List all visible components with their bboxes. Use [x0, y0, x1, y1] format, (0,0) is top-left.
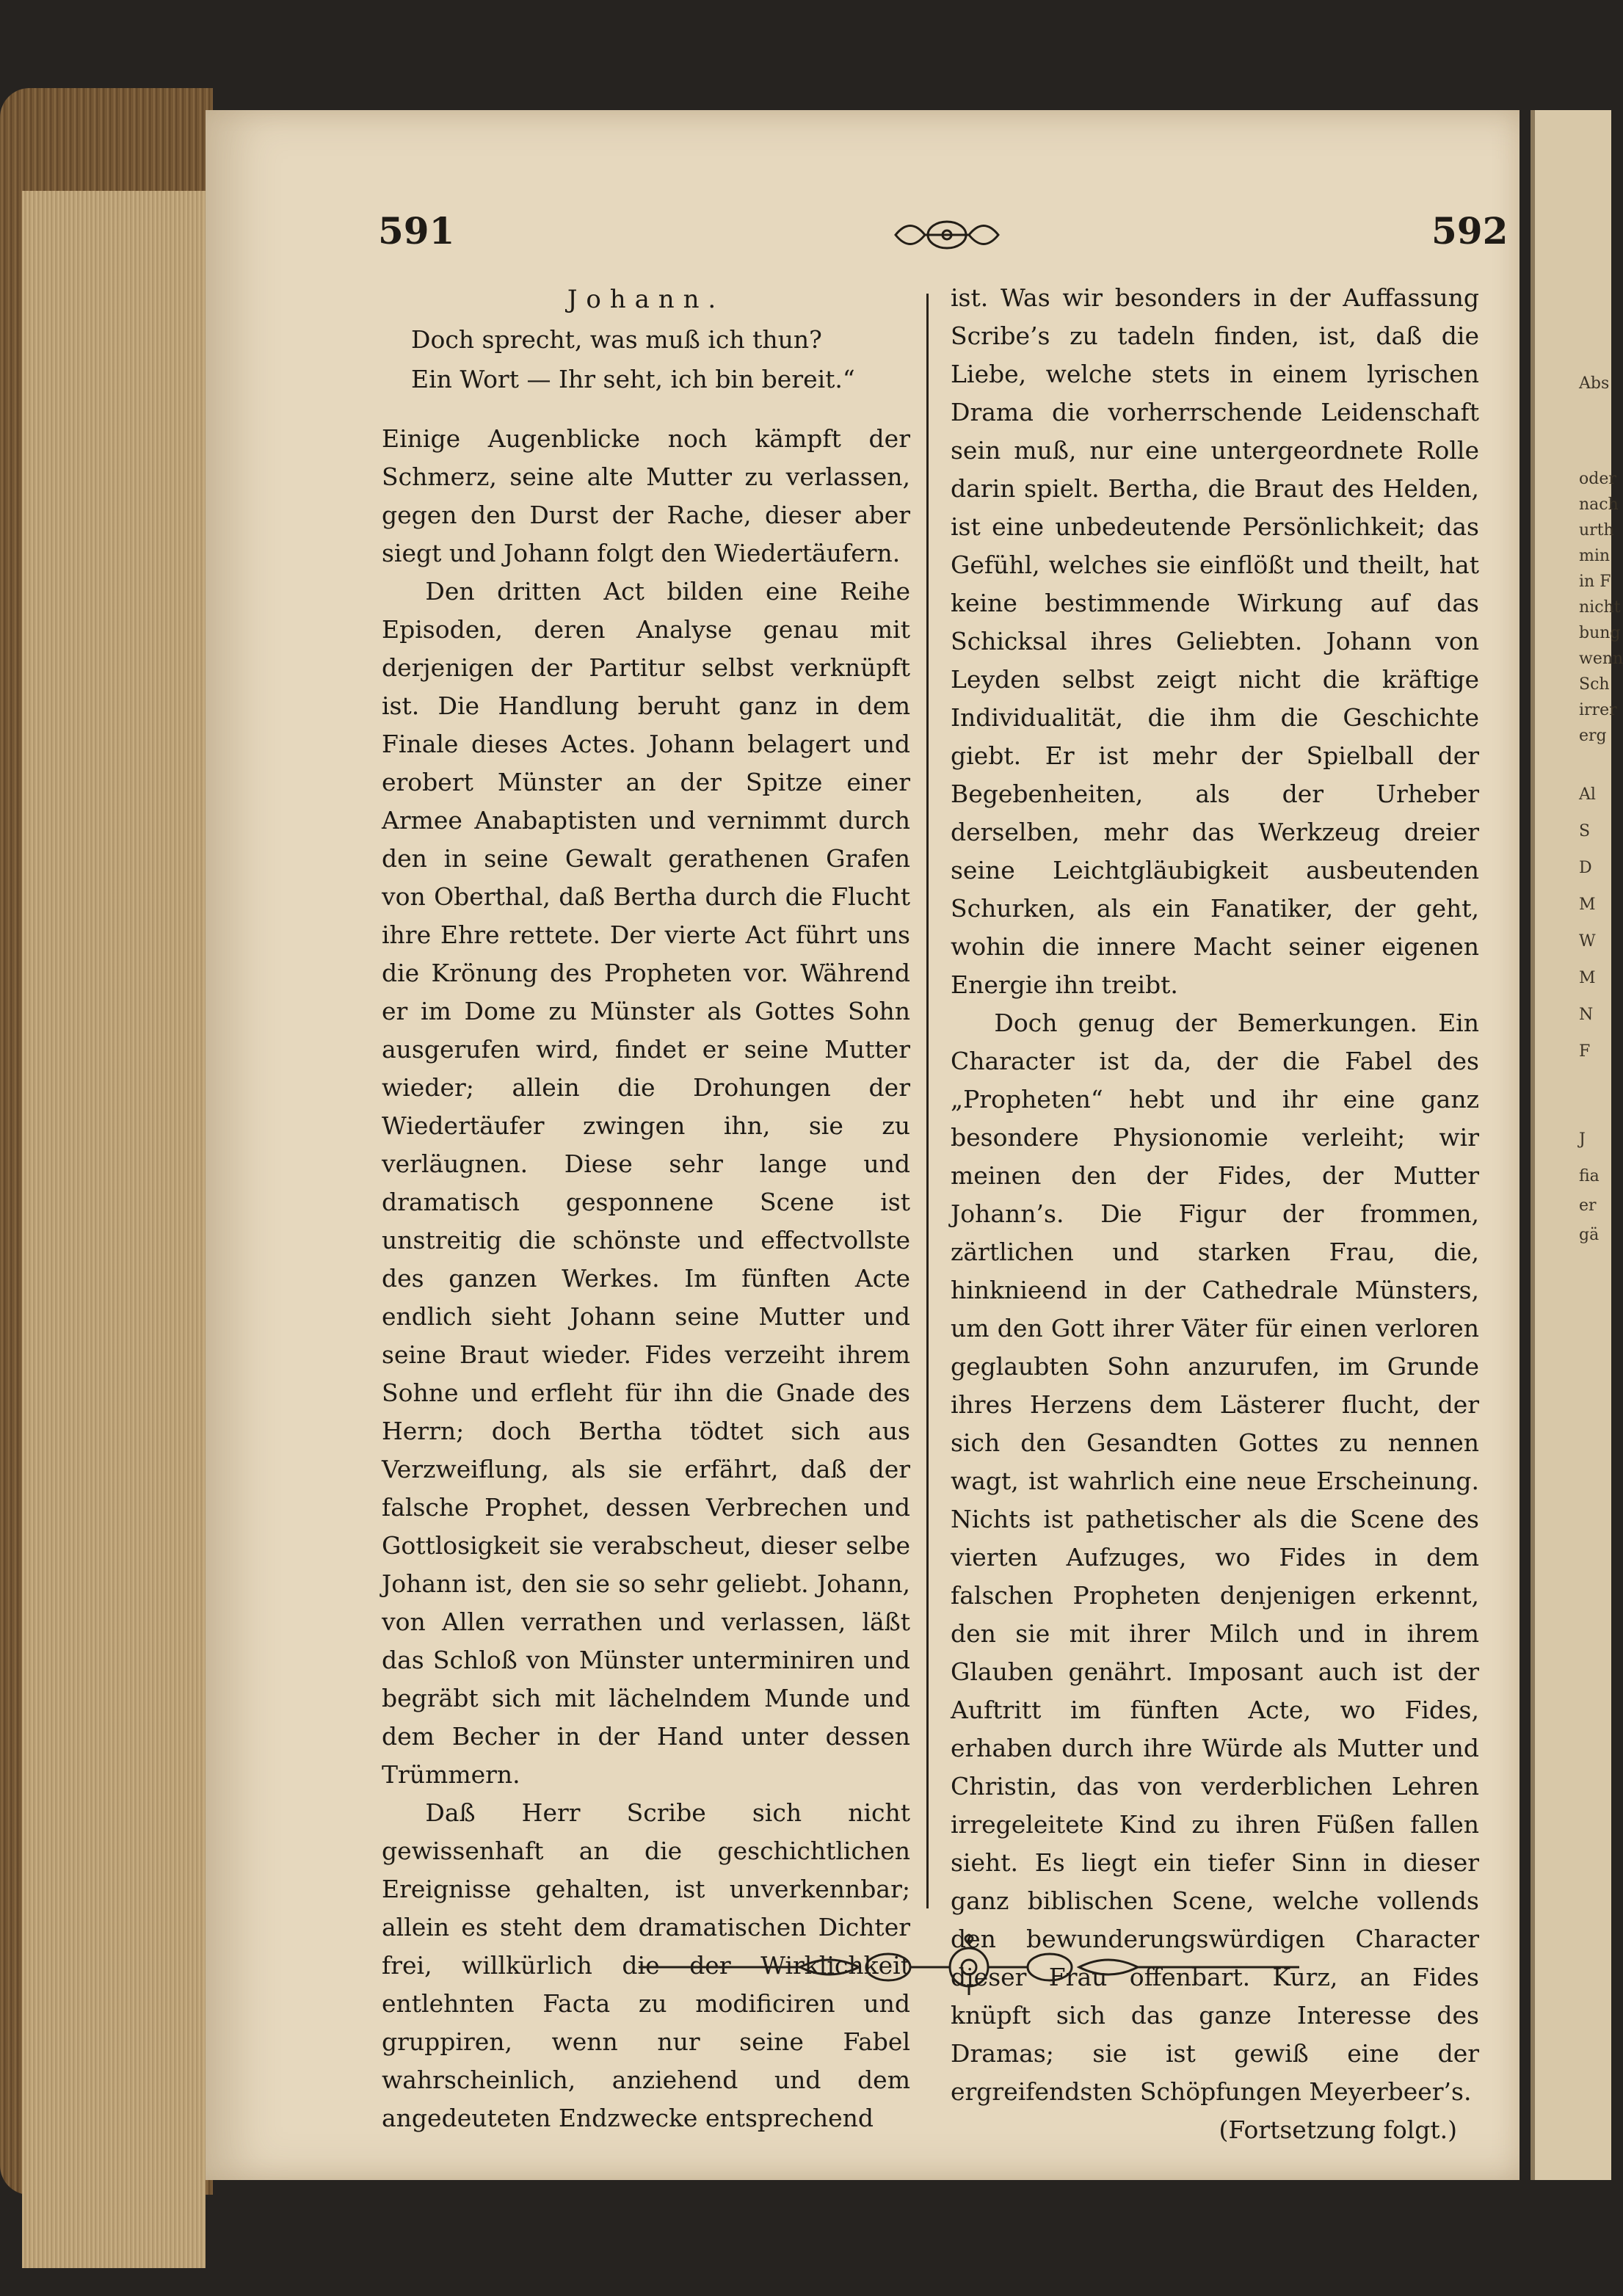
paragraph: Den dritten Act bilden eine Reihe Episoden, deren Analyse genau mit derjenigen der Partitur selbst verknüpft ist. Die Handlung beruht ganz in dem Finale dieses Actes. Johann belagert und erobert Münster an der Spitze einer Armee Anabaptisten und vernimmt durch den in seine Gewalt gerathenen Grafen von Oberthal, daß Bertha durch die Flucht ihre Ehre rettete. Der vierte Act führt uns die Krönung des Propheten vor. Während er im Dome zu Münster als Gottes Sohn ausgerufen wird, findet er seine Mutter wieder; allein die Drohungen der Wiedertäufer zwingen ihn, sie zu verläugnen. Diese sehr lange und dramatisch gesponnene Scene ist unstreitig die schönste und effectvollste des ganzen Werkes. Im fünften Acte endlich sieht Johann seine Mutter und seine Braut wieder. Fides verzeiht ihrem Sohne und erfleht für ihn die Gnade des Herrn; doch Bertha tödtet sich aus Verzweiflung, als sie erfährt, daß der falsche Prophet, dessen Verbrechen und Gottlosigkeit sie verabscheut, dieser selbe Johann ist, den sie so sehr geliebt. Johann, von Allen verrathen und verlassen, läßt das Schloß von Münster unterminiren und begräbt sich mit lächelndem Munde und dem Becher in der Hand unter dessen Trümmern.: [382, 577, 910, 1789]
adjacent-fragment: N: [1579, 1006, 1594, 1024]
adjacent-fragment: J: [1579, 1130, 1586, 1149]
adjacent-fragment: oder: [1579, 470, 1616, 488]
header-ornament-icon: [892, 213, 1002, 257]
page-number-right: 592: [1431, 209, 1508, 253]
adjacent-fragment: er: [1579, 1196, 1597, 1215]
paragraph: Daß Herr Scribe sich nicht gewissenhaft an die geschichtlichen Ereignisse gehalten, ist unverkennbar; allein es steht dem dramatischen Dichter frei, willkürlich die der Wirklichkeit entlehnten Facta zu modificiren und gruppiren, wenn nur seine Fabel wahrscheinlich, anziehend und dem angedeuteten Endzwecke entsprechend: [382, 1798, 910, 2132]
adjacent-fragment: irrer: [1579, 701, 1617, 719]
book-page-edges: [0, 88, 213, 2195]
adjacent-fragment: nach: [1579, 495, 1619, 514]
speaker-name: Johann.: [567, 285, 725, 314]
adjacent-fragment: erg: [1579, 727, 1607, 745]
paragraph: ist. Was wir besonders in der Auffassung Scribe’s zu tadeln finden, ist, daß die Liebe, welche stets in einem lyrischen Drama die vorherrschende Leidenschaft sein muß, nur eine untergeordnete Rolle darin spielt. Bertha, die Braut des Helden, ist eine unbedeutende Persönlichkeit; das Gefühl, welches sie einflößt und theilt, hat keine bestimmende Wirkung auf das Schicksal ihres Geliebten. Johann von Leyden selbst zeigt nicht die kräftige Individualität, die ihm die Geschichte giebt. Er ist mehr der Spielball der Begebenheiten, als der Urheber derselben, mehr das Werkzeug dreier seine Leichtgläubigkeit ausbeutenden Schurken, als ein Fanatiker, der geht, wohin die innere Macht seiner eigenen Energie ihn treibt.: [951, 283, 1479, 999]
adjacent-fragment: M: [1579, 895, 1596, 914]
continuation-note: (Fortsetzung folgt.): [1219, 2115, 1457, 2144]
left-column: [382, 279, 910, 2137]
page-stack: [22, 191, 206, 2268]
adjacent-fragment: gä: [1579, 1226, 1600, 1244]
adjacent-fragment: F: [1579, 1042, 1591, 1061]
footer-ornament-icon: [639, 1938, 1299, 1997]
adjacent-fragment: Sch: [1579, 675, 1610, 694]
column-divider: [926, 294, 929, 1908]
adjacent-page: [1531, 110, 1623, 2180]
adjacent-fragment: urth: [1579, 521, 1614, 540]
adjacent-fragment: nicht: [1579, 598, 1621, 617]
verse-line: Ein Wort — Ihr seht, ich bin bereit.“: [411, 365, 855, 393]
adjacent-fragment: in F: [1579, 573, 1611, 591]
adjacent-fragment: S: [1579, 822, 1591, 840]
adjacent-fragment: min: [1579, 547, 1611, 565]
adjacent-fragment: Al: [1579, 785, 1596, 804]
adjacent-fragment: fia: [1579, 1167, 1600, 1185]
right-column: [951, 279, 1479, 2149]
adjacent-fragment: wenn: [1579, 650, 1623, 668]
adjacent-fragment: M: [1579, 969, 1596, 987]
page-number-left: 591: [378, 209, 455, 253]
verse-line: Doch sprecht, was muß ich thun?: [411, 325, 822, 354]
paragraph: Einige Augenblicke noch kämpft der Schmerz, seine alte Mutter zu verlassen, gegen den Durst der Rache, dieser aber siegt und Johann folgt den Wiedertäufern.: [382, 424, 910, 567]
adjacent-fragment: D: [1579, 859, 1592, 877]
adjacent-fragment: W: [1579, 932, 1596, 951]
paragraph: Doch genug der Bemerkungen. Ein Character ist da, der die Fabel des „Propheten“ hebt und ihr eine ganz besondere Physionomie verleiht; wir meinen den der Fides, der Mutter Johann’s. Die Figur der frommen, zärtlichen und starken Frau, die, hinknieend in der Cathedrale Münsters, um den Gott ihrer Väter für einen verloren geglaubten Sohn anzurufen, im Grunde ihres Herzens dem Lästerer flucht, der sich den Gesandten Gottes zu nennen wagt, ist wahrlich eine neue Erscheinung. Nichts ist pathetischer als die Scene des vierten Aufzuges, wo Fides in dem falschen Propheten denjenigen erkennt, den sie mit ihrer Milch und in ihrem Glauben genährt. Imposant auch ist der Auftritt im fünften Acte, wo Fides, erhaben durch ihre Würde als Mutter und Christin, das von verderblichen Lehren irregeleitete Kind zu ihren Füßen fallen sieht. Es liegt ein tiefer Sinn in dieser ganz biblischen Scene, welche vollends den bewunderungswürdigen Character dieser Frau offenbart. Kurz, an Fides knüpft sich das ganze Interesse des Dramas; sie ist gewiß eine der ergreifendsten Schöpfungen Meyerbeer’s.: [951, 1009, 1479, 2106]
adjacent-fragment: Abs: [1579, 374, 1610, 393]
adjacent-fragment: bung: [1579, 624, 1621, 642]
